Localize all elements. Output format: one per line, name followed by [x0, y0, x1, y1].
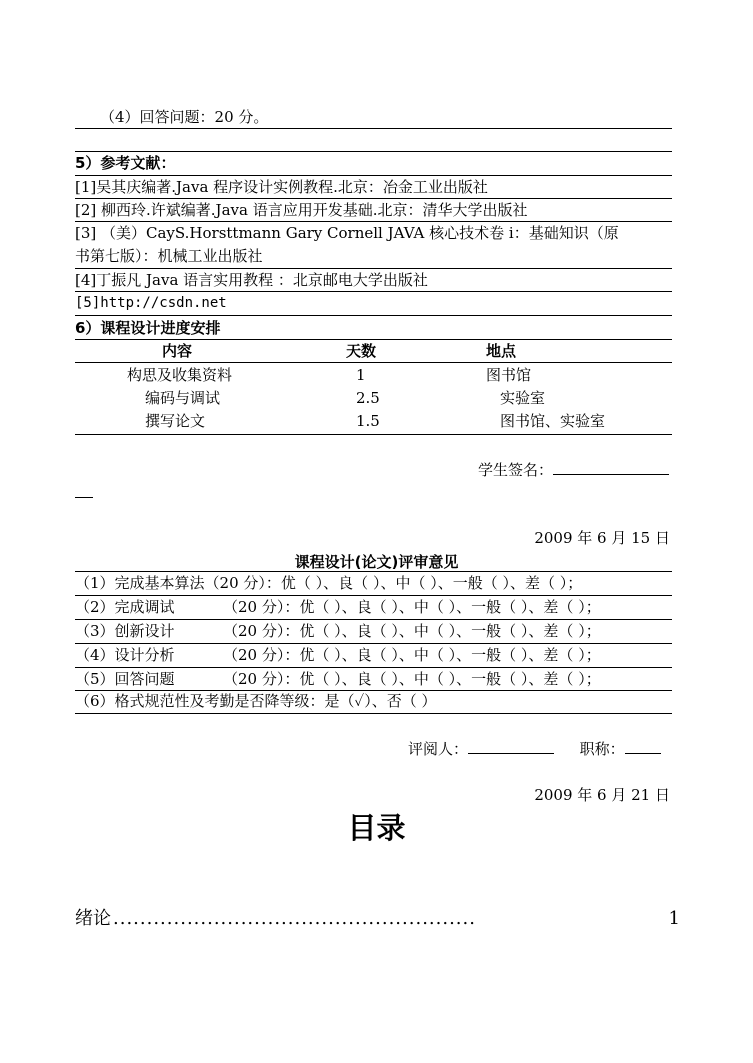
divider	[75, 362, 672, 363]
schedule-cell: 构思及收集资料	[127, 366, 233, 384]
title-label: 职称：	[579, 740, 625, 758]
review-row	[75, 596, 672, 618]
review-options[interactable]: （20 分）：优（ ）、良（ ）、中（ ）、一般（ ）、差（ ）；	[223, 622, 601, 640]
schedule-cell: 图书馆	[486, 366, 532, 384]
divider	[75, 128, 672, 129]
schedule-cell: 图书馆、实验室	[500, 412, 606, 430]
reviewer-blank[interactable]	[468, 739, 554, 754]
signature-blank[interactable]	[553, 460, 669, 475]
divider	[75, 434, 672, 435]
references-heading: 5）参考文献：	[75, 154, 176, 172]
reference-item: [1]吴其庆编著.Java 程序设计实例教程.北京：冶金工业出版社	[75, 178, 488, 196]
schedule-cell: 撰写论文	[145, 412, 206, 430]
review-criterion: （5）回答问题	[75, 670, 175, 688]
review-options[interactable]: （20 分）：优（ ）、良（ ）、中（ ）、一般（ ）、差（ ）；	[223, 670, 601, 688]
review-title: 课程设计(论文)评审意见	[294, 553, 459, 571]
student-signature-label: 学生签名：	[478, 461, 554, 479]
divider	[75, 713, 672, 714]
review-row	[75, 572, 672, 594]
review-row	[75, 620, 672, 642]
date-reviewed: 2009 年 6 月 21 日	[534, 786, 670, 804]
title-blank[interactable]	[625, 739, 661, 754]
schedule-cell: 2.5	[356, 389, 380, 407]
review-row	[75, 644, 672, 666]
review-row	[75, 668, 672, 690]
reference-item-continued: 书第七版）：机械工业出版社	[75, 247, 263, 265]
schedule-cell: 1	[356, 366, 366, 384]
date-signed: 2009 年 6 月 15 日	[534, 529, 670, 547]
reference-item: [5]http://csdn.net	[75, 295, 227, 311]
review-criterion: （4）设计分析	[75, 646, 175, 664]
reference-item: [4]丁振凡 Java 语言实用教程 ：北京邮电大学出版社	[75, 271, 428, 289]
review-options[interactable]: （20 分）：优（ ）、良（ ）、中（ ）、一般（ ）、差（ ）；	[204, 574, 583, 592]
schedule-cell: 编码与调试	[145, 389, 221, 407]
toc-entry-dots: ......................................................	[113, 908, 476, 929]
answer-line: （4）回答问题：20 分。	[100, 108, 269, 126]
review-criterion: （1）完成基本算法	[75, 574, 205, 592]
review-criterion: （2）完成调试	[75, 598, 175, 616]
schedule-cell: 1.5	[356, 412, 380, 430]
reference-item: [2] 柳西玲.许斌编著.Java 语言应用开发基础.北京：清华大学出版社	[75, 201, 528, 219]
reviewer-label: 评阅人：	[408, 740, 469, 758]
reference-item: [3] （美）CayS.Horsttmann Gary Cornell JAVA 核心技术卷 i：基础知识（原	[75, 224, 619, 242]
divider	[75, 315, 672, 316]
review-options[interactable]: （20 分）：优（ ）、良（ ）、中（ ）、一般（ ）、差（ ）；	[223, 646, 601, 664]
short-rule	[75, 497, 93, 498]
toc-entry-title: 绪论	[75, 908, 111, 929]
review-criterion: （3）创新设计	[75, 622, 175, 640]
toc-entry[interactable]	[75, 906, 680, 932]
reviewer-signature	[408, 738, 661, 760]
format-check-line[interactable]: （6）格式规范性及考勤是否降等级：是（✓）、否（ ）	[75, 692, 437, 710]
schedule-header-content: 内容	[162, 342, 193, 360]
schedule-heading: 6）课程设计进度安排	[75, 319, 221, 337]
schedule-header-days: 天数	[346, 342, 377, 360]
schedule-cell: 实验室	[500, 389, 546, 407]
toc-heading: 目录	[347, 811, 406, 845]
student-signature	[478, 459, 669, 481]
toc-entry-page: 1	[668, 908, 680, 929]
schedule-header-location: 地点	[486, 342, 517, 360]
review-options[interactable]: （20 分）：优（ ）、良（ ）、中（ ）、一般（ ）、差（ ）；	[223, 598, 601, 616]
